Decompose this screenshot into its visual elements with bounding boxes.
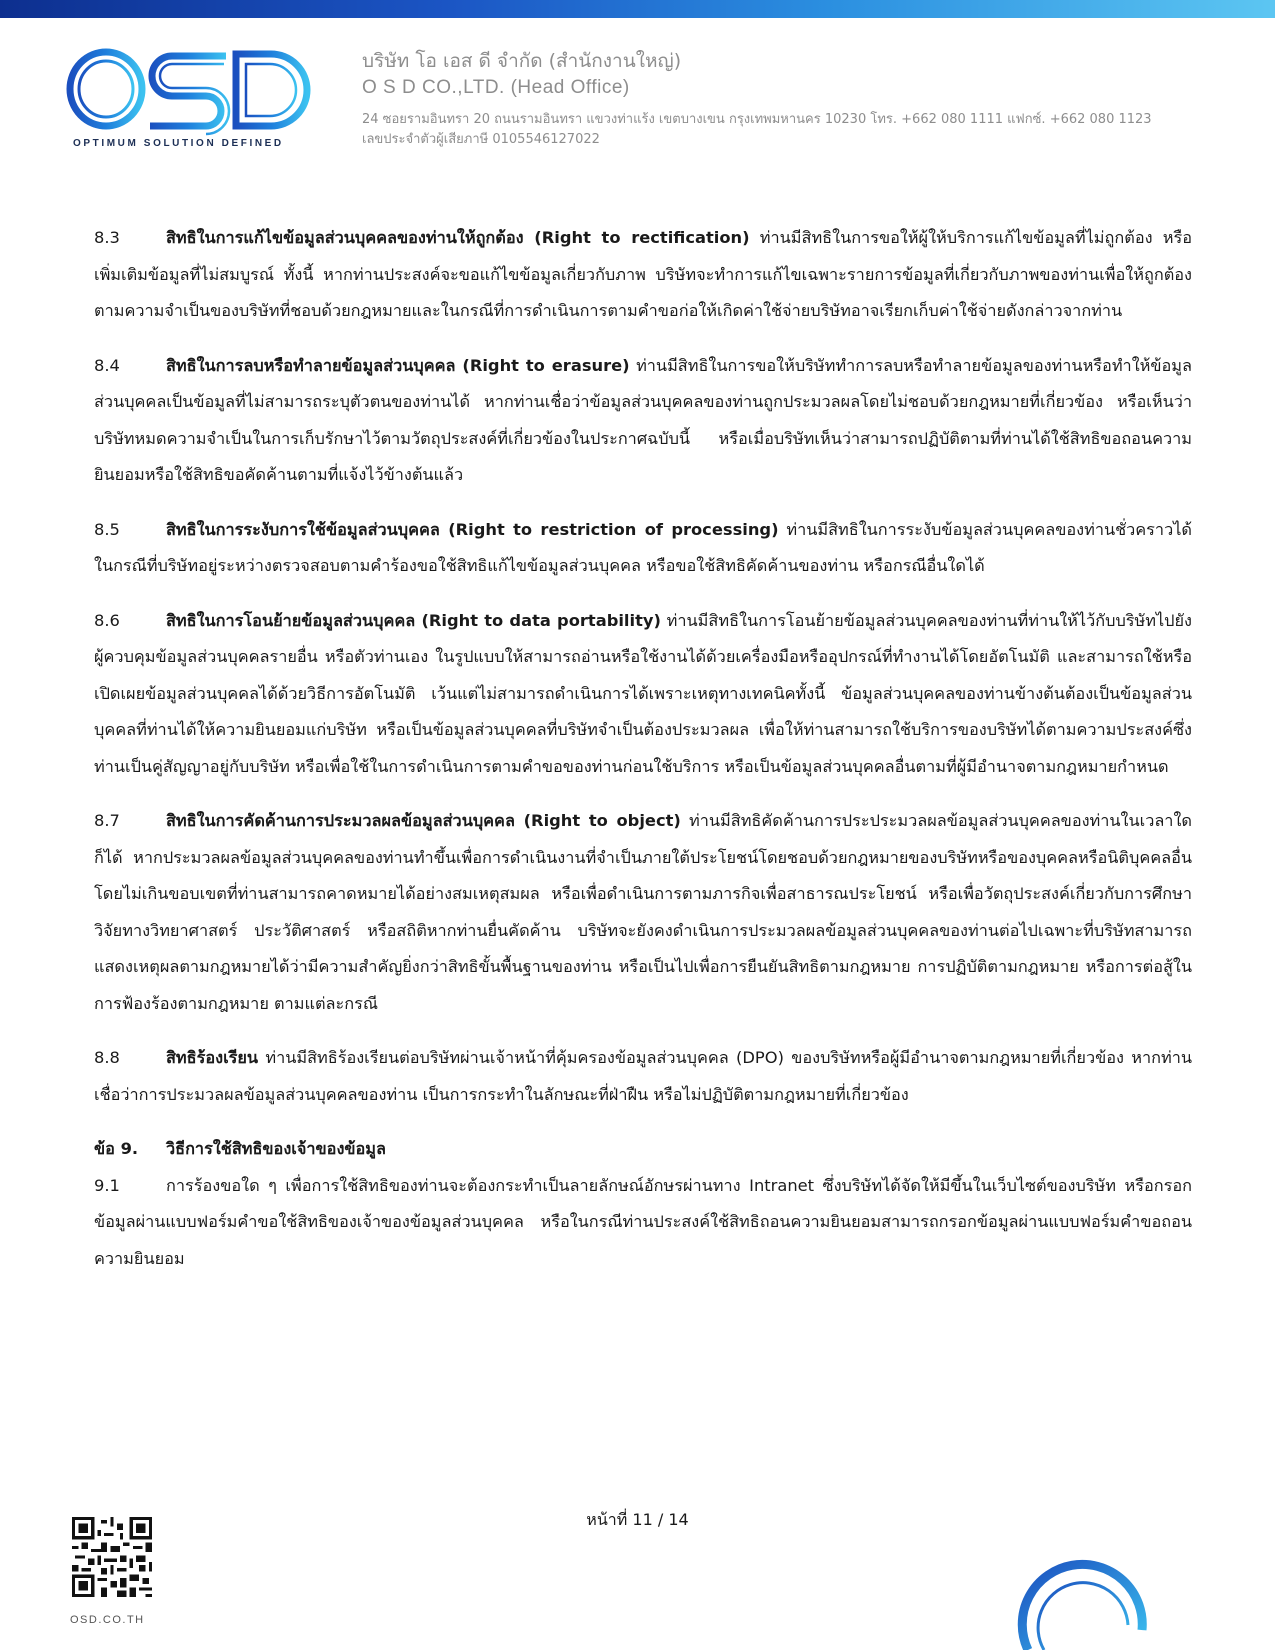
qr-code-icon — [72, 1517, 152, 1597]
section-number: ข้อ 9. — [94, 1139, 139, 1158]
logo-tagline: OPTIMUM SOLUTION DEFINED — [73, 138, 284, 149]
paragraph-body: การร้องขอใด ๆ เพื่อการใช้สิทธิของท่านจะต้องกระทำเป็นลายลักษณ์อักษรผ่านทาง Intranet ซึ่งบริษัทได้จัดให้มีขึ้นในเว็บไซต์ของบริษัท หรือกรอกข้อมูลผ่านแบบฟอร์มคำขอใช้สิทธิของเจ้าของข้อมูลส่วนบุคคล หรือในกรณีท่านประสงค์ใช้สิทธิถอนความยินยอมสามารถกรอกข้อมูลผ่านแบบฟอร์มคำขอถอนความยินยอม — [94, 1175, 1192, 1268]
paragraph-body: ท่านมีสิทธิในการขอให้ผู้ให้บริการแก้ไขข้อมูลที่ไม่ถูกต้อง หรือ เพิ่มเติมข้อมูลที่ไม่สมบูรณ์ ทั้งนี้ หากท่านประสงค์จะขอแก้ไขข้อมูลเกี่ยวกับภาพ บริษัทจะทำการแก้ไขเฉพาะรายการข้อมูลที่เกี่ยวกับภาพของท่านเพื่อให้ถูกต้อง ตามความจำเป็นของบริษัทที่ชอบด้วยกฎหมายและในกรณีที่การดำเนินการตามคำขอก่อให้เกิดค่าใช้จ่ายบริษัทอาจเรียกเก็บค่าใช้จ่ายดังกล่าวจากท่าน — [94, 228, 1192, 320]
paragraph-9-1 — [94, 1168, 1192, 1278]
top-gradient-bar — [0, 0, 1275, 18]
paragraph-title: สิทธิในการแก้ไขข้อมูลส่วนบุคคลของท่านให้ถูกต้อง (Right to rectification) — [166, 228, 750, 247]
paragraph-number: 8.7 — [94, 811, 120, 830]
paragraph-title: สิทธิในการระงับการใช้ข้อมูลส่วนบุคคล (Right to restriction of processing) — [166, 519, 779, 539]
page-number: หน้าที่ 11 / 14 — [586, 1510, 689, 1529]
paragraph-number: 9.1 — [94, 1175, 120, 1195]
paragraph-8-6 — [94, 603, 1192, 786]
company-info — [362, 48, 1152, 150]
paragraph-title: สิทธิในการลบหรือทำลายข้อมูลส่วนบุคคล (Right to erasure) — [166, 355, 630, 375]
qr-caption: OSD.CO.TH — [70, 1614, 145, 1626]
paragraph-body: ท่านมีสิทธิในการโอนย้ายข้อมูลส่วนบุคคลของท่านที่ท่านให้ไว้กับบริษัทไปยังผู้ควบคุมข้อมูลส่วนบุคคลรายอื่น หรือตัวท่านเอง ในรูปแบบให้สามารถอ่านหรือใช้งานได้ด้วยเครื่องมือหรืออุปกรณ์ที่ทำงานได้โดยอัตโนมัติ และสามารถใช้หรือเปิดเผยข้อมูลส่วนบุคคลได้ด้วยวิธีการอัตโนมัติ เว้นแต่ไม่สามารถดำเนินการได้เพราะเหตุทางเทคนิคทั้งนี้ ข้อมูลส่วนบุคคลของท่านข้างต้นต้องเป็นข้อมูลส่วนบุคคลที่ท่านได้ให้ความยินยอมแก่บริษัท หรือเป็นข้อมูลส่วนบุคคลที่บริษัทจำเป็นต้องประมวลผล เพื่อให้ท่านสามารถใช้บริการของบริษัทได้ตามความประสงค์ซึ่งท่านเป็นคู่สัญญาอยู่กับบริษัท หรือเพื่อใช้ในการดำเนินการตามคำขอของท่านก่อนใช้บริการ หรือเป็นข้อมูลส่วนบุคคลอื่นตามที่ผู้มีอำนาจตามกฎหมายกำหนด — [94, 610, 1192, 776]
paragraph-number: 8.4 — [94, 355, 120, 375]
paragraph-number: 8.8 — [94, 1048, 120, 1067]
paragraph-body: ท่านมีสิทธิในการขอให้บริษัททำการลบหรือทำลายข้อมูลของท่านหรือทำให้ข้อมูลส่วนบุคคลเป็นข้อมูลที่ไม่สามารถระบุตัวตนของท่านได้ หากท่านเชื่อว่าข้อมูลส่วนบุคคลของท่านถูกประมวลผลโดยไม่ชอบด้วยกฎหมายที่เกี่ยวข้อง หรือเห็นว่าบริษัทหมดความจำเป็นในการเก็บรักษาไว้ตามวัตถุประสงค์ที่เกี่ยวข้องในประกาศฉบับนี้ หรือเมื่อบริษัทเห็นว่าสามารถปฏิบัติตามที่ท่านได้ใช้สิทธิขอถอนความยินยอมหรือใช้สิทธิขอคัดค้านตามที่แจ้งไว้ข้างต้นแล้ว — [94, 355, 1192, 484]
paragraph-number: 8.3 — [94, 228, 120, 247]
paragraph-number: 8.6 — [94, 610, 120, 630]
paragraph-body: ท่านมีสิทธิคัดค้านการประประมวลผลข้อมูลส่วนบุคคลของท่านในเวลาใดก็ได้ หากประมวลผลข้อมูลส่วนบุคคลของท่านทำขึ้นเพื่อการดำเนินงานที่จำเป็นภายใต้ประโยชน์โดยชอบด้วยกฎหมายของบริษัทหรือของบุคคลหรือนิติบุคคลอื่นโดยไม่เกินขอบเขตที่ท่านสามารถคาดหมายได้อย่างสมเหตุสมผล หรือเพื่อดำเนินการตามภารกิจเพื่อสาธารณประโยชน์ หรือเพื่อวัตถุประสงค์เกี่ยวกับการศึกษาวิจัยทางวิทยาศาสตร์ ประวัติศาสตร์ หรือสถิติหากท่านยื่นคัดค้าน บริษัทจะยังคงดำเนินการประมวลผลข้อมูลส่วนบุคคลของท่านต่อไปเฉพาะที่บริษัทสามารถแสดงเหตุผลตามกฎหมายได้ว่ามีความสำคัญยิ่งกว่าสิทธิขั้นพื้นฐานของท่าน หรือเป็นไปเพื่อการยืนยันสิทธิตามกฎหมาย การปฏิบัติตามกฎหมาย หรือการต่อสู้ในการฟ้องร้องตามกฎหมาย ตามแต่ละกรณี — [94, 811, 1192, 1013]
paragraph-8-5 — [94, 512, 1192, 585]
company-address: 24 ซอยรามอินทรา 20 ถนนรามอินทรา แขวงท่าแร้ง เขตบางเขน กรุงเทพมหานคร 10230 โทร. +662 080 1111 แฟกซ์. +662 080 1123 — [362, 112, 1152, 127]
paragraph-title: สิทธิในการโอนย้ายข้อมูลส่วนบุคคล (Right to data portability) — [166, 610, 661, 630]
document-body — [94, 220, 1192, 1277]
paragraph-title: สิทธิในการคัดค้านการประมวลผลข้อมูลส่วนบุคคล (Right to object) — [166, 811, 681, 830]
paragraph-title: สิทธิร้องเรียน — [166, 1048, 259, 1067]
paragraph-8-8 — [94, 1040, 1192, 1113]
brand-arc-icon — [1010, 1505, 1150, 1650]
paragraph-8-3 — [94, 220, 1192, 330]
company-name-th: บริษัท โอ เอส ดี จำกัด (สำนักงานใหญ่) — [362, 50, 682, 72]
section-9-heading — [94, 1131, 1192, 1168]
paragraph-number: 8.5 — [94, 519, 120, 539]
company-name-en: O S D CO.,LTD. (Head Office) — [362, 77, 630, 98]
company-tax-id: เลขประจำตัวผู้เสียภาษี 0105546127022 — [362, 132, 600, 147]
paragraph-body: ท่านมีสิทธิร้องเรียนต่อบริษัทผ่านเจ้าหน้าที่คุ้มครองข้อมูลส่วนบุคคล (DPO) ของบริษัทหรือผู้มีอำนาจตามกฎหมายที่เกี่ยวข้อง หากท่านเชื่อว่าการประมวลผลข้อมูลส่วนบุคคลของท่าน เป็นการกระทำในลักษณะที่ฝ่าฝืน หรือไม่ปฏิบัติตามกฎหมายที่เกี่ยวข้อง — [94, 1048, 1192, 1104]
paragraph-8-7 — [94, 803, 1192, 1022]
paragraph-body: ท่านมีสิทธิในการระงับข้อมูลส่วนบุคคลของท่านชั่วคราวได้ ในกรณีที่บริษัทอยู่ระหว่างตรวจสอบตามคำร้องขอใช้สิทธิแก้ไขข้อมูลส่วนบุคคล หรือขอใช้สิทธิคัดค้านของท่าน หรือกรณีอื่นใดได้ — [94, 519, 1192, 575]
paragraph-8-4 — [94, 348, 1192, 494]
section-title: วิธีการใช้สิทธิของเจ้าของข้อมูล — [166, 1139, 387, 1158]
